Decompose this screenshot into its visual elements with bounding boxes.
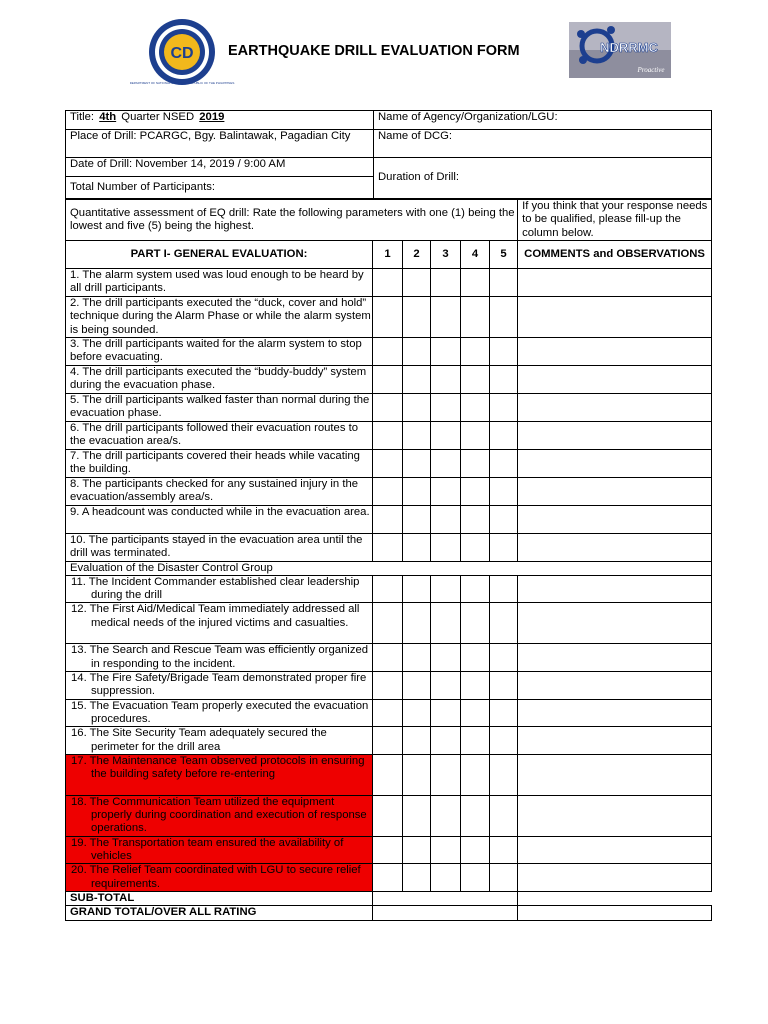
question-text: 3. The drill participants waited for the alarm system to stop before evacuating. bbox=[66, 338, 373, 366]
date-cell[interactable] bbox=[66, 158, 374, 177]
duration-label: Duration of Drill: bbox=[378, 171, 459, 184]
rating-cell-2[interactable] bbox=[403, 575, 431, 603]
rating-cell-1[interactable] bbox=[373, 422, 403, 450]
seal-letters: CD bbox=[170, 45, 194, 62]
rating-cell-1[interactable] bbox=[373, 864, 403, 892]
participants-cell[interactable] bbox=[66, 177, 374, 199]
evaluation-table bbox=[65, 199, 712, 921]
civil-defense-seal-icon bbox=[129, 18, 235, 86]
table-row bbox=[66, 644, 712, 672]
rating-cell-2[interactable] bbox=[403, 297, 431, 338]
rating-cell-1[interactable] bbox=[373, 644, 403, 672]
grand-total-comments[interactable] bbox=[518, 906, 712, 920]
question-text: 14. The Fire Safety/Brigade Team demonstrated proper fire suppression. bbox=[66, 672, 373, 700]
rating-cell-2[interactable] bbox=[403, 338, 431, 366]
rating-cell-2[interactable] bbox=[403, 603, 431, 644]
rating-cell-3[interactable] bbox=[431, 506, 461, 534]
rating-cell-1[interactable] bbox=[373, 575, 403, 603]
title-label: Title: bbox=[70, 111, 95, 123]
table-row bbox=[66, 366, 712, 394]
subtotal-label: SUB-TOTAL bbox=[66, 892, 373, 906]
rating-cell-5[interactable] bbox=[490, 836, 518, 864]
rating-cell-4[interactable] bbox=[461, 297, 490, 338]
dcg-label: Name of DCG: bbox=[378, 130, 453, 142]
rating-cell-3[interactable] bbox=[431, 864, 461, 892]
question-text: 18. The Communication Team utilized the equipment properly during coordination and execution of response operations. bbox=[66, 795, 373, 836]
rating-cell-3[interactable] bbox=[431, 644, 461, 672]
logo-tagline: Proactive bbox=[637, 66, 665, 74]
question-text: 8. The participants checked for any sustained injury in the evacuation/assembly area/s. bbox=[66, 478, 373, 506]
rating-cell-4[interactable] bbox=[461, 727, 490, 755]
table-row bbox=[66, 269, 712, 297]
table-row bbox=[66, 864, 712, 892]
place-label: Place of Drill: PCARGC, Bgy. Balintawak, Pagadian City bbox=[70, 130, 351, 142]
rating-cell-3[interactable] bbox=[431, 836, 461, 864]
rating-cell-1[interactable] bbox=[373, 269, 403, 297]
rating-cell-4[interactable] bbox=[461, 795, 490, 836]
general-items bbox=[66, 269, 712, 562]
question-text: 7. The drill participants covered their heads while vacating the building. bbox=[66, 450, 373, 478]
rating-cell-5[interactable] bbox=[490, 394, 518, 422]
comment-cell[interactable] bbox=[518, 603, 712, 644]
table-row bbox=[66, 836, 712, 864]
rating-header-3: 3 bbox=[431, 241, 461, 269]
question-text: 6. The drill participants followed their evacuation routes to the evacuation area/s. bbox=[66, 422, 373, 450]
rating-header-4: 4 bbox=[461, 241, 490, 269]
rating-cell-3[interactable] bbox=[431, 394, 461, 422]
table-row bbox=[66, 297, 712, 338]
rating-cell-3[interactable] bbox=[431, 754, 461, 795]
rating-cell-4[interactable] bbox=[461, 534, 490, 562]
logo-text: NDRRMC bbox=[600, 40, 658, 55]
rating-cell-4[interactable] bbox=[461, 836, 490, 864]
comment-cell[interactable] bbox=[518, 575, 712, 603]
rating-cell-5[interactable] bbox=[490, 672, 518, 700]
comment-cell[interactable] bbox=[518, 269, 712, 297]
rating-cell-1[interactable] bbox=[373, 795, 403, 836]
rating-cell-3[interactable] bbox=[431, 422, 461, 450]
place-cell[interactable] bbox=[66, 130, 374, 158]
rating-cell-2[interactable] bbox=[403, 644, 431, 672]
rating-cell-3[interactable] bbox=[431, 603, 461, 644]
rating-cell-2[interactable] bbox=[403, 478, 431, 506]
rating-cell-5[interactable] bbox=[490, 644, 518, 672]
rating-cell-4[interactable] bbox=[461, 338, 490, 366]
comment-cell[interactable] bbox=[518, 366, 712, 394]
question-text: 12. The First Aid/Medical Team immediately addressed all medical needs of the injured victims and casualties. bbox=[66, 603, 373, 644]
comment-cell[interactable] bbox=[518, 754, 712, 795]
rating-cell-2[interactable] bbox=[403, 506, 431, 534]
table-row bbox=[66, 672, 712, 700]
table-row bbox=[66, 575, 712, 603]
rating-cell-1[interactable] bbox=[373, 603, 403, 644]
comment-cell[interactable] bbox=[518, 644, 712, 672]
grand-total-value[interactable] bbox=[373, 906, 518, 920]
rating-cell-4[interactable] bbox=[461, 754, 490, 795]
comments-header: COMMENTS and OBSERVATIONS bbox=[518, 241, 712, 269]
table-row bbox=[66, 727, 712, 755]
rating-cell-5[interactable] bbox=[490, 338, 518, 366]
rating-cell-3[interactable] bbox=[431, 672, 461, 700]
rating-cell-2[interactable] bbox=[403, 754, 431, 795]
rating-cell-5[interactable] bbox=[490, 269, 518, 297]
rating-cell-4[interactable] bbox=[461, 603, 490, 644]
table-row bbox=[66, 338, 712, 366]
table-row bbox=[66, 394, 712, 422]
rating-cell-5[interactable] bbox=[490, 366, 518, 394]
rating-cell-1[interactable] bbox=[373, 338, 403, 366]
question-text: 15. The Evacuation Team properly executed the evacuation procedures. bbox=[66, 699, 373, 727]
ndrrmc-logo-icon bbox=[569, 22, 671, 78]
qualify-note-text: If you think that your response needs to be qualified, please fill-up the column below. bbox=[522, 200, 708, 239]
rating-cell-5[interactable] bbox=[490, 506, 518, 534]
table-row bbox=[66, 754, 712, 795]
question-text: 17. The Maintenance Team observed protocols in ensuring the building safety before re-entering bbox=[66, 754, 373, 795]
rating-cell-4[interactable] bbox=[461, 450, 490, 478]
question-text: 2. The drill participants executed the “duck, cover and hold” technique during the Alarm Phase or while the alarm system is being sounded. bbox=[66, 297, 373, 338]
rating-cell-3[interactable] bbox=[431, 795, 461, 836]
rating-cell-3[interactable] bbox=[431, 699, 461, 727]
rating-cell-3[interactable] bbox=[431, 338, 461, 366]
table-row bbox=[66, 699, 712, 727]
date-label: Date of Drill: November 14, 2019 / 9:00 AM bbox=[70, 158, 286, 170]
rating-cell-5[interactable] bbox=[490, 727, 518, 755]
question-text: 11. The Incident Commander established clear leadership during the drill bbox=[66, 575, 373, 603]
rating-cell-5[interactable] bbox=[490, 795, 518, 836]
question-text: 1. The alarm system used was loud enough to be heard by all drill participants. bbox=[66, 269, 373, 297]
quarter-text: Quarter NSED bbox=[121, 111, 195, 123]
dcg-heading: Evaluation of the Disaster Control Group bbox=[66, 561, 712, 575]
grand-total-label: GRAND TOTAL/OVER ALL RATING bbox=[66, 906, 373, 920]
rating-cell-2[interactable] bbox=[403, 422, 431, 450]
rating-cell-2[interactable] bbox=[403, 366, 431, 394]
rating-cell-2[interactable] bbox=[403, 727, 431, 755]
comment-cell[interactable] bbox=[518, 338, 712, 366]
rating-cell-1[interactable] bbox=[373, 672, 403, 700]
question-text: 20. The Relief Team coordinated with LGU to secure relief requirements. bbox=[66, 864, 373, 892]
comment-cell[interactable] bbox=[518, 297, 712, 338]
rating-cell-4[interactable] bbox=[461, 864, 490, 892]
table-row bbox=[66, 422, 712, 450]
part1-title: PART I- GENERAL EVALUATION: bbox=[66, 241, 373, 269]
rating-cell-5[interactable] bbox=[490, 534, 518, 562]
rating-cell-5[interactable] bbox=[490, 699, 518, 727]
rating-header-5: 5 bbox=[490, 241, 518, 269]
drill-info-table bbox=[65, 110, 712, 199]
year-value: 2019 bbox=[199, 111, 225, 123]
rating-cell-5[interactable] bbox=[490, 422, 518, 450]
rating-cell-4[interactable] bbox=[461, 478, 490, 506]
form-title: EARTHQUAKE DRILL EVALUATION FORM bbox=[228, 43, 520, 59]
rating-cell-2[interactable] bbox=[403, 534, 431, 562]
rating-cell-1[interactable] bbox=[373, 506, 403, 534]
quarter-value: 4th bbox=[99, 111, 117, 123]
question-text: 4. The drill participants executed the “buddy-buddy” system during the evacuation phase. bbox=[66, 366, 373, 394]
rating-cell-3[interactable] bbox=[431, 269, 461, 297]
table-row bbox=[66, 603, 712, 644]
rating-cell-1[interactable] bbox=[373, 394, 403, 422]
subtotal-blank bbox=[518, 892, 712, 906]
question-text: 9. A headcount was conducted while in the evacuation area. bbox=[66, 506, 373, 534]
rating-cell-2[interactable] bbox=[403, 672, 431, 700]
rating-cell-5[interactable] bbox=[490, 603, 518, 644]
comment-cell[interactable] bbox=[518, 422, 712, 450]
rating-cell-5[interactable] bbox=[490, 478, 518, 506]
subtotal-value[interactable] bbox=[373, 892, 518, 906]
rating-cell-1[interactable] bbox=[373, 534, 403, 562]
rating-cell-4[interactable] bbox=[461, 575, 490, 603]
comment-cell[interactable] bbox=[518, 836, 712, 864]
rating-cell-5[interactable] bbox=[490, 864, 518, 892]
rating-cell-1[interactable] bbox=[373, 836, 403, 864]
form-header bbox=[0, 0, 768, 100]
question-text: 10. The participants stayed in the evacuation area until the drill was terminated. bbox=[66, 534, 373, 562]
instructions-text: Quantitative assessment of EQ drill: Rate the following parameters with one (1) being the lowest and five (5) being the highest. bbox=[70, 206, 515, 232]
rating-cell-1[interactable] bbox=[373, 727, 403, 755]
rating-cell-4[interactable] bbox=[461, 366, 490, 394]
rating-cell-5[interactable] bbox=[490, 297, 518, 338]
rating-header-1: 1 bbox=[373, 241, 403, 269]
question-text: 13. The Search and Rescue Team was efficiently organized in responding to the incident. bbox=[66, 644, 373, 672]
rating-cell-3[interactable] bbox=[431, 297, 461, 338]
dcg-items bbox=[66, 575, 712, 891]
rating-cell-3[interactable] bbox=[431, 450, 461, 478]
qualify-note-cell bbox=[518, 200, 712, 241]
comment-cell[interactable] bbox=[518, 394, 712, 422]
rating-cell-4[interactable] bbox=[461, 699, 490, 727]
table-row bbox=[66, 450, 712, 478]
table-row bbox=[66, 506, 712, 534]
rating-cell-1[interactable] bbox=[373, 366, 403, 394]
dcg-cell[interactable] bbox=[374, 130, 712, 158]
rating-cell-2[interactable] bbox=[403, 269, 431, 297]
rating-cell-4[interactable] bbox=[461, 506, 490, 534]
rating-cell-3[interactable] bbox=[431, 534, 461, 562]
rating-cell-4[interactable] bbox=[461, 422, 490, 450]
rating-cell-1[interactable] bbox=[373, 297, 403, 338]
comment-cell[interactable] bbox=[518, 450, 712, 478]
rating-cell-4[interactable] bbox=[461, 394, 490, 422]
table-row bbox=[66, 534, 712, 562]
duration-cell[interactable] bbox=[374, 158, 712, 199]
rating-cell-2[interactable] bbox=[403, 699, 431, 727]
question-text: 5. The drill participants walked faster than normal during the evacuation phase. bbox=[66, 394, 373, 422]
rating-cell-5[interactable] bbox=[490, 575, 518, 603]
rating-cell-3[interactable] bbox=[431, 575, 461, 603]
rating-cell-1[interactable] bbox=[373, 478, 403, 506]
rating-cell-3[interactable] bbox=[431, 727, 461, 755]
agency-cell[interactable] bbox=[374, 111, 712, 130]
rating-cell-5[interactable] bbox=[490, 450, 518, 478]
comment-cell[interactable] bbox=[518, 795, 712, 836]
rating-cell-2[interactable] bbox=[403, 864, 431, 892]
rating-cell-2[interactable] bbox=[403, 450, 431, 478]
title-cell[interactable] bbox=[66, 111, 374, 130]
rating-cell-2[interactable] bbox=[403, 394, 431, 422]
comment-cell[interactable] bbox=[518, 506, 712, 534]
rating-cell-5[interactable] bbox=[490, 754, 518, 795]
comment-cell[interactable] bbox=[518, 672, 712, 700]
comment-cell[interactable] bbox=[518, 478, 712, 506]
rating-cell-2[interactable] bbox=[403, 836, 431, 864]
rating-cell-3[interactable] bbox=[431, 366, 461, 394]
comment-cell[interactable] bbox=[518, 699, 712, 727]
participants-label: Total Number of Participants: bbox=[70, 180, 216, 193]
comment-cell[interactable] bbox=[518, 727, 712, 755]
table-row bbox=[66, 478, 712, 506]
question-text: 19. The Transportation team ensured the availability of vehicles bbox=[66, 836, 373, 864]
rating-cell-1[interactable] bbox=[373, 699, 403, 727]
rating-cell-4[interactable] bbox=[461, 672, 490, 700]
comment-cell[interactable] bbox=[518, 864, 712, 892]
agency-label: Name of Agency/Organization/LGU: bbox=[378, 111, 558, 123]
seal-text: DEPARTMENT OF NATIONAL DEFENSE · REPUBLIC OF THE PHILIPPINES bbox=[129, 81, 235, 85]
rating-cell-1[interactable] bbox=[373, 450, 403, 478]
rating-cell-3[interactable] bbox=[431, 478, 461, 506]
rating-cell-4[interactable] bbox=[461, 644, 490, 672]
instructions-cell bbox=[66, 200, 518, 241]
question-text: 16. The Site Security Team adequately secured the perimeter for the drill area bbox=[66, 727, 373, 755]
comment-cell[interactable] bbox=[518, 534, 712, 562]
rating-cell-1[interactable] bbox=[373, 754, 403, 795]
rating-cell-4[interactable] bbox=[461, 269, 490, 297]
rating-cell-2[interactable] bbox=[403, 795, 431, 836]
rating-header-2: 2 bbox=[403, 241, 431, 269]
table-row bbox=[66, 795, 712, 836]
